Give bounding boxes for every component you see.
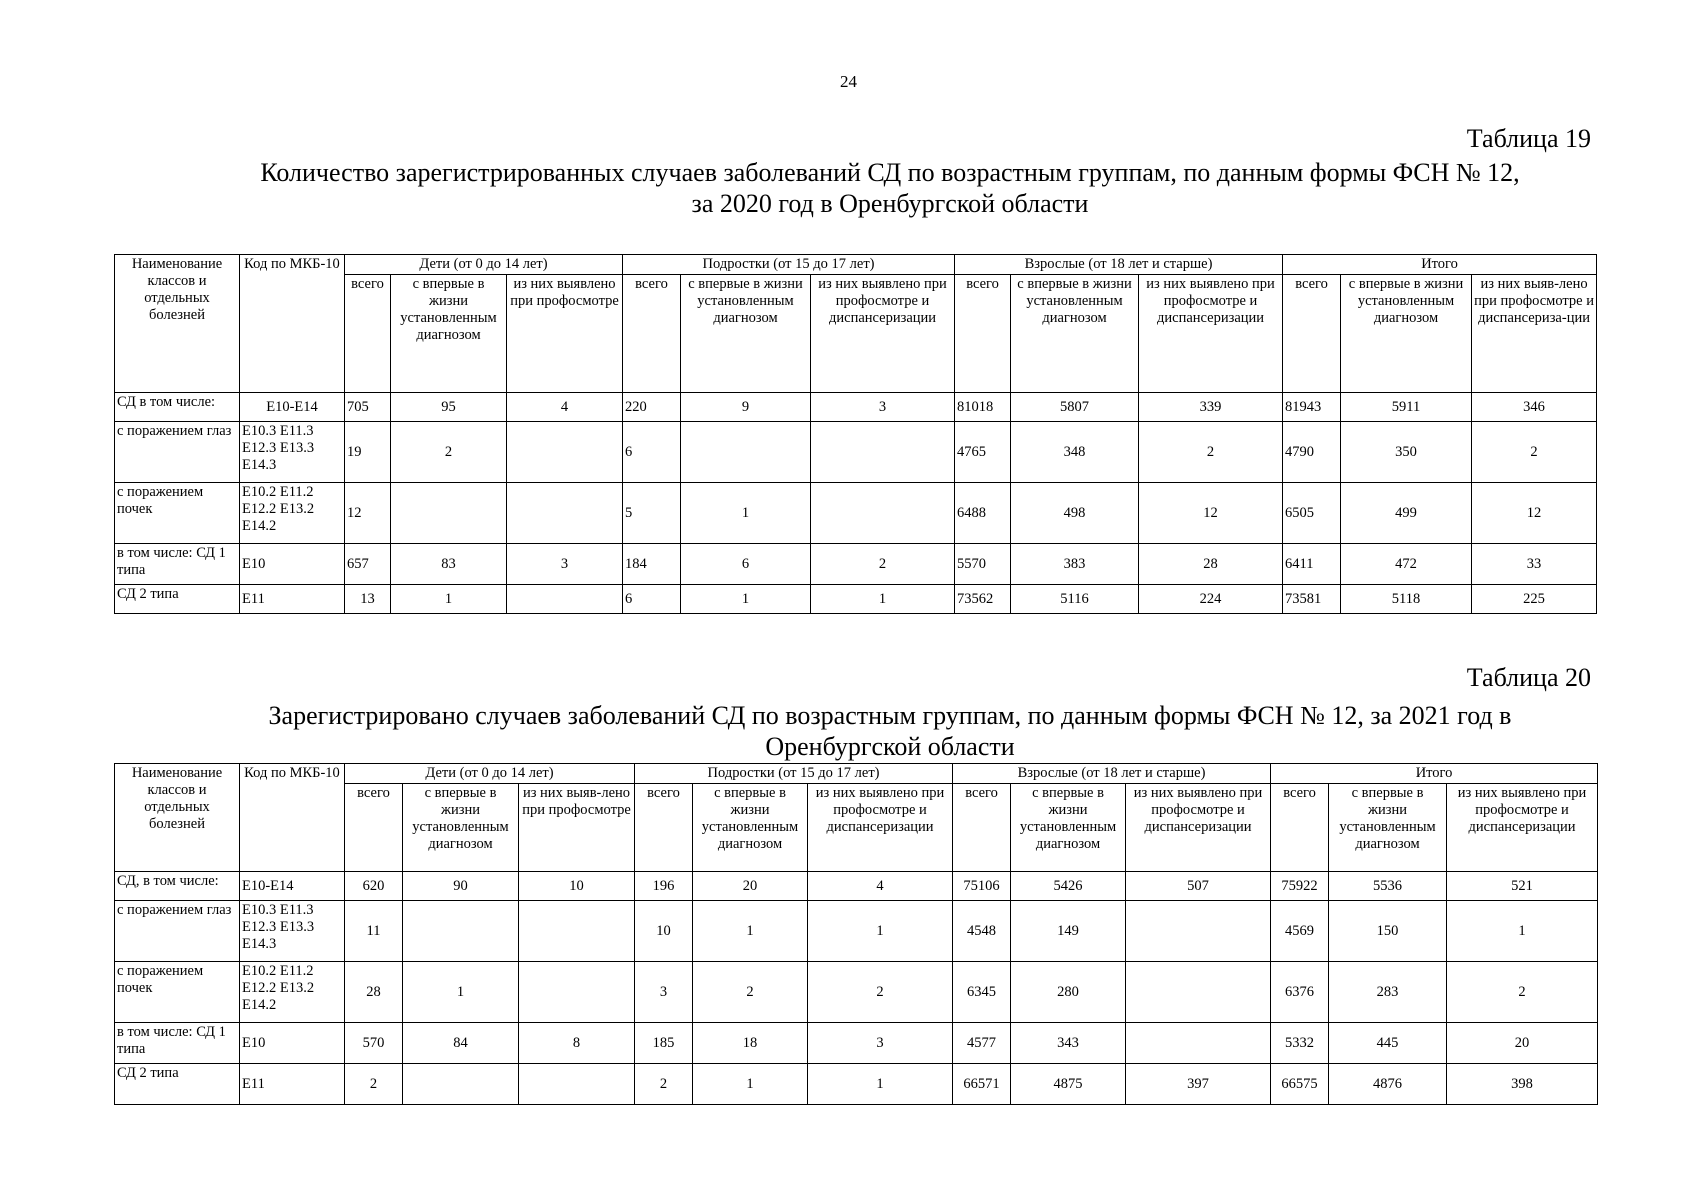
header-sub-cell: всего	[635, 784, 693, 872]
cell-value: 350	[1341, 422, 1472, 483]
cell-value: 4548	[953, 901, 1011, 962]
cell-value: 1	[808, 1064, 953, 1105]
cell-value: 348	[1011, 422, 1139, 483]
row-code: Е11	[240, 585, 345, 614]
header-group-adults: Взрослые (от 18 лет и старше)	[953, 764, 1271, 784]
header-group-teens: Подростки (от 15 до 17 лет)	[623, 255, 955, 275]
table20-header-row-groups	[115, 764, 1598, 784]
cell-value: 3	[635, 962, 693, 1023]
table19-title-line1: Количество зарегистрированных случаев заболеваний СД по возрастным группам, по данным формы ФСН № 12,	[260, 158, 1520, 187]
cell-value: 11	[345, 901, 403, 962]
cell-value: 4577	[953, 1023, 1011, 1064]
header-sub-cell: всего	[1283, 275, 1341, 393]
cell-value: 5426	[1011, 872, 1126, 901]
cell-value: 4765	[955, 422, 1011, 483]
cell-value: 570	[345, 1023, 403, 1064]
header-sub-cell: с впервые в жизни установленным диагнозом	[403, 784, 519, 872]
cell-value: 397	[1126, 1064, 1271, 1105]
row-code: Е11	[240, 1064, 345, 1105]
row-name: СД, в том числе:	[115, 872, 240, 901]
table-row	[115, 872, 1598, 901]
row-code: Е10-Е14	[240, 872, 345, 901]
row-name: СД 2 типа	[115, 585, 240, 614]
cell-value: 150	[1329, 901, 1447, 962]
cell-value: 3	[507, 544, 623, 585]
cell-value: 283	[1329, 962, 1447, 1023]
cell-value: 657	[345, 544, 391, 585]
cell-value: 66575	[1271, 1064, 1329, 1105]
cell-value: 149	[1011, 901, 1126, 962]
table-row	[115, 901, 1598, 962]
row-code: Е10.3 Е11.3 Е12.3 Е13.3 Е14.3	[240, 422, 345, 483]
table20	[114, 763, 1598, 1105]
cell-value: 1	[391, 585, 507, 614]
cell-value: 4	[507, 393, 623, 422]
cell-value	[519, 901, 635, 962]
cell-value	[507, 422, 623, 483]
row-name: СД 2 типа	[115, 1064, 240, 1105]
header-sub-cell: всего	[345, 275, 391, 393]
row-name: с поражением почек	[115, 483, 240, 544]
table-row	[115, 962, 1598, 1023]
cell-value: 20	[693, 872, 808, 901]
row-code: Е10-Е14	[240, 393, 345, 422]
cell-value: 66571	[953, 1064, 1011, 1105]
table19-title	[180, 157, 1600, 219]
row-code: Е10	[240, 544, 345, 585]
row-name: с поражением глаз	[115, 901, 240, 962]
cell-value: 280	[1011, 962, 1126, 1023]
cell-value: 445	[1329, 1023, 1447, 1064]
cell-value: 2	[1139, 422, 1283, 483]
cell-value: 28	[1139, 544, 1283, 585]
cell-value: 1	[693, 1064, 808, 1105]
cell-value: 73581	[1283, 585, 1341, 614]
cell-value: 5118	[1341, 585, 1472, 614]
header-group-teens: Подростки (от 15 до 17 лет)	[635, 764, 953, 784]
cell-value: 2	[811, 544, 955, 585]
table19-header-row-groups	[115, 255, 1597, 275]
cell-value: 3	[811, 393, 955, 422]
header-sub-cell: из них выявлено при профосмотре и диспансеризации	[808, 784, 953, 872]
cell-value: 6	[623, 585, 681, 614]
header-sub-cell: из них выявлено при профосмотре и диспансеризации	[1126, 784, 1271, 872]
page-number: 24	[840, 72, 857, 91]
cell-value	[811, 422, 955, 483]
header-sub-cell: с впервые в жизни установленным диагнозом	[1341, 275, 1472, 393]
cell-value: 224	[1139, 585, 1283, 614]
cell-value: 1	[693, 901, 808, 962]
cell-value: 2	[635, 1064, 693, 1105]
cell-value: 6411	[1283, 544, 1341, 585]
header-code: Код по МКБ-10	[240, 255, 345, 393]
cell-value: 19	[345, 422, 391, 483]
row-name: с поражением почек	[115, 962, 240, 1023]
cell-value: 339	[1139, 393, 1283, 422]
table-row	[115, 544, 1597, 585]
cell-value: 220	[623, 393, 681, 422]
cell-value: 1	[808, 901, 953, 962]
cell-value: 2	[1447, 962, 1598, 1023]
cell-value: 4569	[1271, 901, 1329, 962]
header-sub-cell: всего	[955, 275, 1011, 393]
cell-value: 343	[1011, 1023, 1126, 1064]
cell-value: 4	[808, 872, 953, 901]
header-sub-cell: с впервые в жизни установленным диагнозом	[391, 275, 507, 393]
cell-value	[519, 1064, 635, 1105]
cell-value: 18	[693, 1023, 808, 1064]
cell-value	[1126, 1023, 1271, 1064]
cell-value	[681, 422, 811, 483]
cell-value: 75106	[953, 872, 1011, 901]
cell-value: 5536	[1329, 872, 1447, 901]
table-row	[115, 483, 1597, 544]
cell-value: 1	[403, 962, 519, 1023]
cell-value	[507, 585, 623, 614]
cell-value: 5807	[1011, 393, 1139, 422]
cell-value: 1	[681, 585, 811, 614]
cell-value: 499	[1341, 483, 1472, 544]
cell-value: 6	[623, 422, 681, 483]
cell-value: 5116	[1011, 585, 1139, 614]
table-row	[115, 393, 1597, 422]
header-sub-cell: с впервые в жизни установленным диагнозом	[1011, 784, 1126, 872]
cell-value: 6345	[953, 962, 1011, 1023]
row-code: Е10.3 Е11.3 Е12.3 Е13.3 Е14.3	[240, 901, 345, 962]
cell-value: 20	[1447, 1023, 1598, 1064]
cell-value: 12	[1472, 483, 1597, 544]
header-sub-cell: из них выяв-лено при профосмотре и диспансериза-ции	[1472, 275, 1597, 393]
cell-value: 620	[345, 872, 403, 901]
cell-value: 185	[635, 1023, 693, 1064]
cell-value: 5332	[1271, 1023, 1329, 1064]
cell-value: 1	[811, 585, 955, 614]
cell-value: 521	[1447, 872, 1598, 901]
cell-value: 10	[635, 901, 693, 962]
header-name: Наименование классов и отдельных болезней	[115, 764, 240, 872]
table-row	[115, 585, 1597, 614]
cell-value: 84	[403, 1023, 519, 1064]
header-sub-cell: с впервые в жизни установленным диагнозом	[693, 784, 808, 872]
cell-value	[391, 483, 507, 544]
table19-label: Таблица 19	[1466, 124, 1591, 153]
cell-value	[1126, 962, 1271, 1023]
cell-value: 81943	[1283, 393, 1341, 422]
cell-value: 4876	[1329, 1064, 1447, 1105]
cell-value: 1	[1447, 901, 1598, 962]
row-name: в том числе: СД 1 типа	[115, 1023, 240, 1064]
cell-value: 2	[808, 962, 953, 1023]
table20-title	[180, 700, 1600, 762]
cell-value: 75922	[1271, 872, 1329, 901]
cell-value	[811, 483, 955, 544]
table-row	[115, 1064, 1598, 1105]
table-row	[115, 422, 1597, 483]
cell-value: 12	[345, 483, 391, 544]
cell-value: 6505	[1283, 483, 1341, 544]
cell-value: 10	[519, 872, 635, 901]
table20-title-line2: Оренбургской области	[765, 732, 1015, 761]
cell-value	[519, 962, 635, 1023]
header-sub-cell: с впервые в жизни установленным диагнозом	[1329, 784, 1447, 872]
cell-value: 705	[345, 393, 391, 422]
header-group-children: Дети (от 0 до 14 лет)	[345, 255, 623, 275]
cell-value: 225	[1472, 585, 1597, 614]
cell-value: 8	[519, 1023, 635, 1064]
cell-value: 95	[391, 393, 507, 422]
header-group-total: Итого	[1283, 255, 1597, 275]
cell-value: 184	[623, 544, 681, 585]
cell-value: 498	[1011, 483, 1139, 544]
cell-value: 3	[808, 1023, 953, 1064]
row-code: Е10.2 Е11.2 Е12.2 Е13.2 Е14.2	[240, 962, 345, 1023]
cell-value: 472	[1341, 544, 1472, 585]
header-group-total: Итого	[1271, 764, 1598, 784]
header-sub-cell: всего	[345, 784, 403, 872]
header-sub-cell: всего	[953, 784, 1011, 872]
cell-value: 2	[391, 422, 507, 483]
header-sub-cell: из них выявлено при профосмотре и диспансеризации	[1447, 784, 1598, 872]
cell-value: 346	[1472, 393, 1597, 422]
header-sub-cell: из них выявлено при профосмотре	[507, 275, 623, 393]
row-name: в том числе: СД 1 типа	[115, 544, 240, 585]
cell-value: 33	[1472, 544, 1597, 585]
row-code: Е10	[240, 1023, 345, 1064]
cell-value: 2	[345, 1064, 403, 1105]
table19-title-line2: за 2020 год в Оренбургской области	[691, 189, 1089, 218]
cell-value: 5911	[1341, 393, 1472, 422]
cell-value	[403, 901, 519, 962]
cell-value: 1	[681, 483, 811, 544]
cell-value	[1126, 901, 1271, 962]
cell-value: 13	[345, 585, 391, 614]
cell-value: 9	[681, 393, 811, 422]
cell-value: 90	[403, 872, 519, 901]
cell-value: 507	[1126, 872, 1271, 901]
header-sub-cell: всего	[623, 275, 681, 393]
cell-value: 398	[1447, 1064, 1598, 1105]
cell-value: 6488	[955, 483, 1011, 544]
cell-value: 12	[1139, 483, 1283, 544]
header-sub-cell: из них выяв-лено при профосмотре	[519, 784, 635, 872]
header-group-adults: Взрослые (от 18 лет и старше)	[955, 255, 1283, 275]
cell-value: 5570	[955, 544, 1011, 585]
cell-value: 73562	[955, 585, 1011, 614]
table20-label: Таблица 20	[1466, 663, 1591, 692]
cell-value: 28	[345, 962, 403, 1023]
header-sub-cell: с впервые в жизни установленным диагнозом	[1011, 275, 1139, 393]
header-code: Код по МКБ-10	[240, 764, 345, 872]
cell-value: 4875	[1011, 1064, 1126, 1105]
row-name: с поражением глаз	[115, 422, 240, 483]
header-sub-cell: с впервые в жизни установленным диагнозом	[681, 275, 811, 393]
cell-value: 2	[693, 962, 808, 1023]
cell-value: 5	[623, 483, 681, 544]
table20-title-line1: Зарегистрировано случаев заболеваний СД по возрастным группам, по данным формы ФСН № 12, за 2021 год в	[268, 701, 1512, 730]
cell-value: 81018	[955, 393, 1011, 422]
table-row	[115, 1023, 1598, 1064]
header-sub-cell: из них выявлено при профосмотре и диспансеризации	[811, 275, 955, 393]
row-name: СД в том числе:	[115, 393, 240, 422]
table19	[114, 254, 1597, 614]
header-name: Наименование классов и отдельных болезней	[115, 255, 240, 393]
cell-value: 83	[391, 544, 507, 585]
cell-value: 383	[1011, 544, 1139, 585]
cell-value	[507, 483, 623, 544]
cell-value	[403, 1064, 519, 1105]
header-sub-cell: всего	[1271, 784, 1329, 872]
cell-value: 6	[681, 544, 811, 585]
row-code: Е10.2 Е11.2 Е12.2 Е13.2 Е14.2	[240, 483, 345, 544]
cell-value: 4790	[1283, 422, 1341, 483]
cell-value: 6376	[1271, 962, 1329, 1023]
cell-value: 2	[1472, 422, 1597, 483]
cell-value: 196	[635, 872, 693, 901]
header-group-children: Дети (от 0 до 14 лет)	[345, 764, 635, 784]
header-sub-cell: из них выявлено при профосмотре и диспансеризации	[1139, 275, 1283, 393]
